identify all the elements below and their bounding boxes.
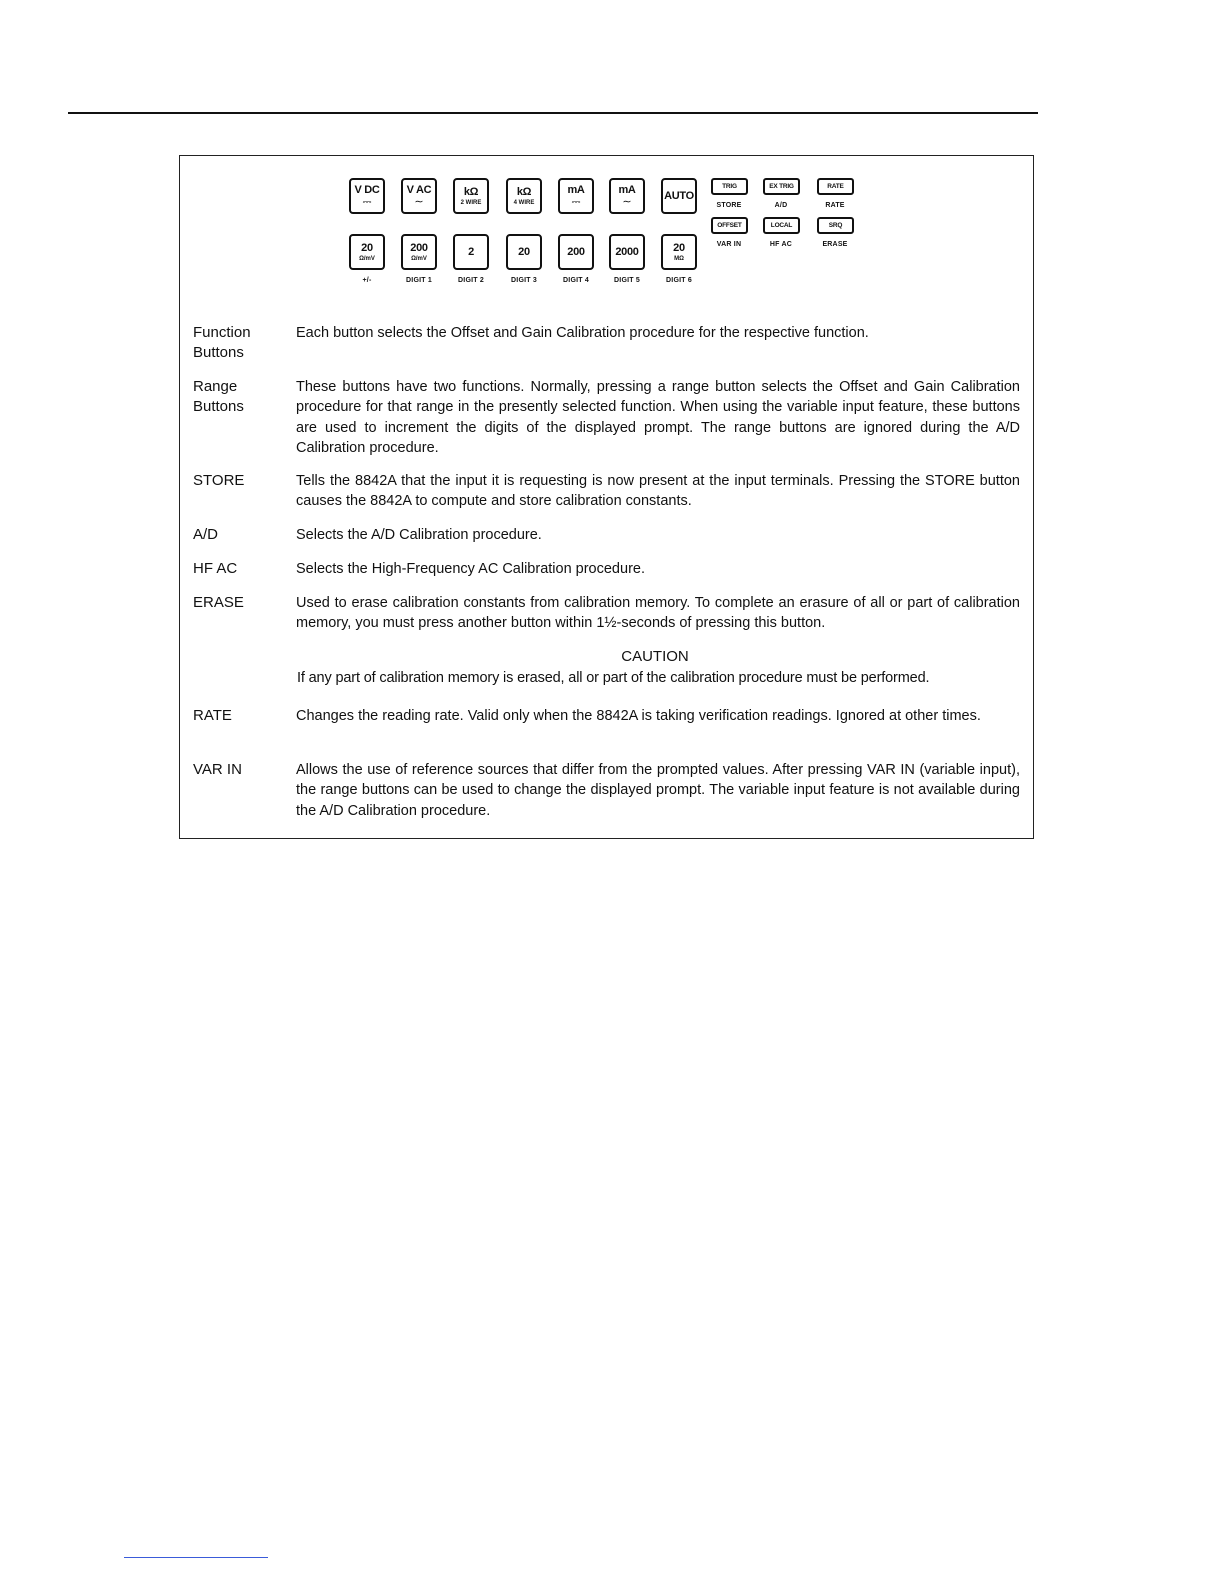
range-20-key[interactable] (349, 234, 385, 270)
key-label: EX TRIG (769, 183, 794, 190)
entry-description: These buttons have two functions. Normally, pressing a range button selects the Offset and Gain Calibration procedure for that range in the presently selected function. When using the variable input feature, these buttons are used to increment the digits of the displayed prompt. The range buttons are ignored during the A/D Calibration procedure. (296, 379, 1020, 456)
entry-term: Range Buttons (193, 378, 244, 415)
key-label: SRQ (828, 222, 843, 229)
key-label: 2 (468, 245, 474, 258)
entry-term: Function Buttons (193, 324, 251, 361)
entry-term: A/D (193, 526, 219, 543)
button-reference-box (179, 155, 1034, 839)
ac-symbol-icon: ∼ (414, 195, 424, 208)
ma-ac-key[interactable] (609, 178, 645, 214)
digit-1-caption: DIGIT 1 (406, 277, 432, 284)
range-2000-key[interactable] (609, 234, 645, 270)
store-caption: STORE (716, 202, 742, 209)
entry-description: Each button selects the Offset and Gain Calibration procedure for the respective function. (296, 325, 869, 341)
plus-minus-caption: +/- (362, 277, 372, 284)
dc-symbol-icon: ⎓ (362, 195, 372, 208)
caution-title: CAUTION (621, 648, 689, 665)
header-rule (68, 112, 1038, 114)
range-2-key[interactable] (453, 234, 489, 270)
key-label: 20 (361, 241, 373, 254)
range-200-key[interactable] (401, 234, 437, 270)
key-label: 2000 (615, 245, 639, 258)
entry-term: RATE (193, 707, 232, 724)
rate-caption: RATE (825, 202, 845, 209)
offset-key[interactable] (711, 217, 748, 234)
entry-term: HF AC (193, 560, 238, 577)
key-label: kΩ (516, 185, 532, 198)
key-label: 20 (518, 245, 530, 258)
kohm-2wire-key[interactable] (453, 178, 489, 214)
digit-5-caption: DIGIT 5 (614, 277, 640, 284)
key-sublabel: Ω/mV (411, 255, 427, 262)
range-200b-key[interactable] (558, 234, 594, 270)
key-label: kΩ (463, 185, 479, 198)
entry-description: Selects the A/D Calibration procedure. (296, 527, 542, 543)
caution-text: If any part of calibration memory is erased, all or part of the calibration procedure must be performed. (297, 670, 930, 686)
ma-dc-key[interactable] (558, 178, 594, 214)
var-in-caption: VAR IN (716, 241, 742, 248)
key-label: V AC (406, 183, 432, 196)
entry-term: STORE (193, 472, 245, 489)
ad-caption: A/D (774, 202, 788, 209)
ac-symbol-icon: ∼ (622, 195, 632, 208)
key-sublabel: 4 WIRE (513, 199, 535, 206)
srq-key[interactable] (817, 217, 854, 234)
key-label: 200 (410, 241, 428, 254)
ex-trig-key[interactable] (763, 178, 800, 195)
key-label: LOCAL (770, 222, 793, 229)
key-label: RATE (827, 183, 844, 190)
key-label: V DC (354, 183, 380, 196)
trig-key[interactable] (711, 178, 748, 195)
key-label: 20 (673, 241, 685, 254)
key-label: TRIG (722, 183, 737, 190)
key-sublabel: 2 WIRE (460, 199, 482, 206)
erase-caption: ERASE (822, 241, 848, 248)
dc-symbol-icon: ⎓ (571, 195, 581, 208)
entry-description: Tells the 8842A that the input it is requesting is now present at the input terminals. Pressing the STORE button causes the 8842A to compute and store calibration constants. (296, 473, 1020, 510)
key-sublabel: MΩ (674, 255, 684, 262)
key-label: mA (567, 183, 585, 196)
auto-key[interactable] (661, 178, 697, 214)
entry-term: ERASE (193, 594, 244, 611)
entry-description: Used to erase calibration constants from calibration memory. To complete an erasure of all or part of calibration memory, you must press another button within 1½-seconds of pressing this button. (296, 595, 1020, 632)
rate-key[interactable] (817, 178, 854, 195)
vac-key[interactable] (401, 178, 437, 214)
key-label: AUTO (664, 189, 694, 202)
digit-2-caption: DIGIT 2 (458, 277, 484, 284)
entry-description: Allows the use of reference sources that differ from the prompted values. After pressing VAR IN (variable input), the range buttons can be used to change the displayed prompt. The variable input feature is not available during the A/D Calibration procedure. (296, 762, 1020, 819)
entry-description: Selects the High-Frequency AC Calibration procedure. (296, 561, 645, 577)
digit-6-caption: DIGIT 6 (666, 277, 692, 284)
key-label: mA (618, 183, 636, 196)
footer-rule (124, 1557, 268, 1558)
entry-description: Changes the reading rate. Valid only when the 8842A is taking verification readings. Ignored at other times. (296, 708, 981, 724)
kohm-4wire-key[interactable] (506, 178, 542, 214)
key-label: 200 (567, 245, 585, 258)
range-20-mohm-key[interactable] (661, 234, 697, 270)
digit-3-caption: DIGIT 3 (511, 277, 537, 284)
key-sublabel: Ω/mV (359, 255, 375, 262)
digit-4-caption: DIGIT 4 (563, 277, 589, 284)
entry-term: VAR IN (193, 761, 242, 778)
vdc-key[interactable] (349, 178, 385, 214)
key-label: OFFSET (717, 222, 742, 229)
hf-ac-caption: HF AC (769, 241, 793, 248)
local-key[interactable] (763, 217, 800, 234)
range-20b-key[interactable] (506, 234, 542, 270)
